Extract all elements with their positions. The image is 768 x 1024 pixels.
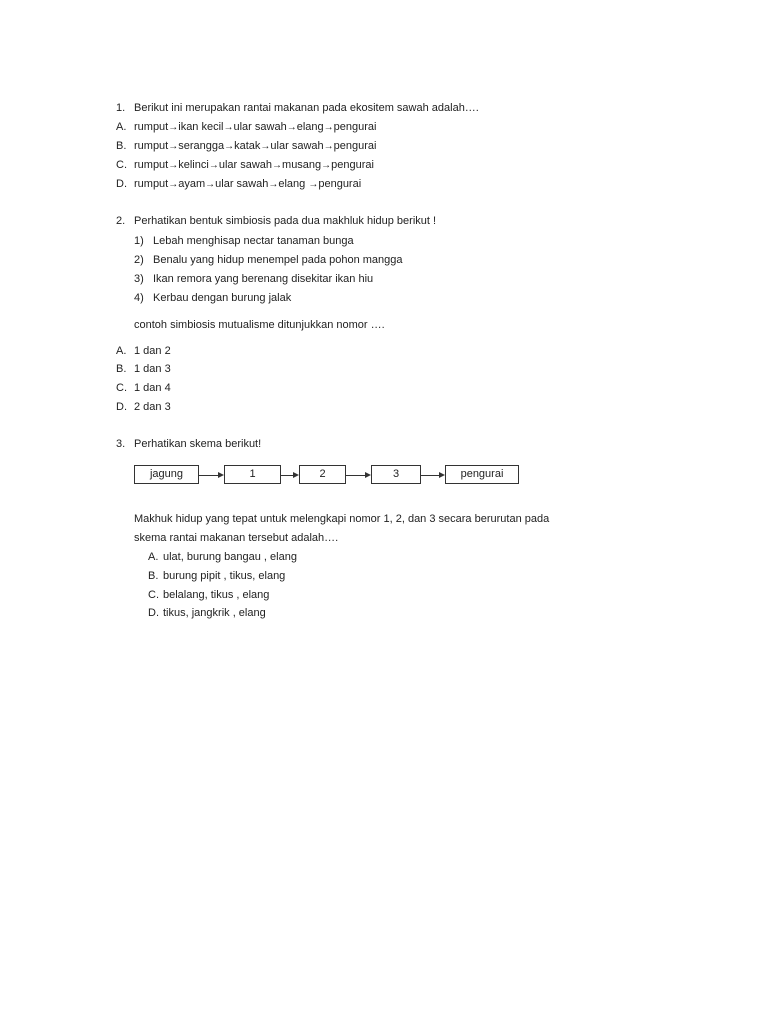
chain-organism: ular sawah bbox=[215, 178, 269, 190]
q1-option-letter: D. bbox=[116, 178, 127, 190]
q1-text: Berikut ini merupakan rantai makanan pada ekositem sawah adalah…. bbox=[134, 102, 479, 114]
q1-option-d-chain bbox=[134, 177, 361, 192]
q3-option-c: belalang, tikus , elang bbox=[163, 589, 270, 601]
arrow-right-icon: → bbox=[286, 122, 297, 133]
q2-option-a: 1 dan 2 bbox=[134, 345, 171, 357]
schema-box-2: 2 bbox=[299, 465, 346, 484]
q2-option-b: 1 dan 3 bbox=[134, 363, 171, 375]
q2-item-text: Kerbau dengan burung jalak bbox=[153, 292, 292, 304]
arrow-right-icon: → bbox=[208, 160, 219, 171]
chain-organism: ular sawah bbox=[233, 121, 287, 133]
schema-box-pengurai: pengurai bbox=[445, 465, 519, 484]
arrow-right-icon: → bbox=[205, 179, 216, 190]
chain-organism: pengurai bbox=[333, 121, 377, 133]
arrow-right-icon: → bbox=[168, 122, 179, 133]
q3-option-letter: D. bbox=[148, 607, 159, 619]
chain-organism: pengurai bbox=[318, 178, 362, 190]
arrow-right-icon: → bbox=[223, 122, 234, 133]
schema-connector bbox=[281, 475, 293, 476]
q2-option-c: 1 dan 4 bbox=[134, 382, 171, 394]
arrow-right-icon: → bbox=[308, 179, 319, 190]
q2-item-text: Benalu yang hidup menempel pada pohon mangga bbox=[153, 254, 403, 266]
q2-item-text: Lebah menghisap nectar tanaman bunga bbox=[153, 235, 354, 247]
q2-option-letter: B. bbox=[116, 363, 127, 375]
arrow-right-icon: → bbox=[321, 160, 332, 171]
arrow-right-icon: → bbox=[323, 122, 334, 133]
q3-number: 3. bbox=[116, 438, 126, 450]
q2-option-letter: C. bbox=[116, 382, 127, 394]
q2-item-number: 1) bbox=[134, 235, 144, 247]
q2-item-number: 4) bbox=[134, 292, 144, 304]
q2-option-letter: A. bbox=[116, 345, 127, 357]
q3-option-letter: A. bbox=[148, 551, 159, 563]
q1-option-c-chain bbox=[134, 158, 374, 173]
chain-organism: rumput bbox=[134, 121, 169, 133]
chain-organism: katak bbox=[234, 140, 261, 152]
schema-connector bbox=[346, 475, 365, 476]
q3-option-letter: B. bbox=[148, 570, 159, 582]
q3-text: Perhatikan skema berikut! bbox=[134, 438, 262, 450]
q2-text: Perhatikan bentuk simbiosis pada dua makhluk hidup berikut ! bbox=[134, 215, 437, 227]
chain-organism: musang bbox=[282, 159, 322, 171]
q2-question: contoh simbiosis mutualisme ditunjukkan nomor …. bbox=[134, 319, 385, 331]
chain-organism: pengurai bbox=[331, 159, 374, 171]
schema-box-jagung: jagung bbox=[134, 465, 199, 484]
q2-item-number: 3) bbox=[134, 273, 144, 285]
schema-connector bbox=[199, 475, 218, 476]
q2-item-text: Ikan remora yang berenang disekitar ikan hiu bbox=[153, 273, 374, 285]
chain-organism: ayam bbox=[178, 178, 206, 190]
q3-option-letter: C. bbox=[148, 589, 159, 601]
q2-number: 2. bbox=[116, 215, 126, 227]
chain-organism: rumput bbox=[134, 178, 169, 190]
q1-option-letter: C. bbox=[116, 159, 127, 171]
chain-organism: elang bbox=[296, 121, 324, 133]
q3-option-b: burung pipit , tikus, elang bbox=[163, 570, 286, 582]
q3-question-line1: Makhuk hidup yang tepat untuk melengkapi nomor 1, 2, dan 3 secara berurutan pada bbox=[134, 513, 550, 525]
q1-option-b-chain bbox=[134, 139, 376, 154]
q3-question-line2: skema rantai makanan tersebut adalah…. bbox=[134, 532, 339, 544]
arrow-right-icon: → bbox=[168, 141, 179, 152]
schema-box-3: 3 bbox=[371, 465, 421, 484]
schema-box-1: 1 bbox=[224, 465, 281, 484]
q2-option-letter: D. bbox=[116, 401, 127, 413]
q3-option-d: tikus, jangkrik , elang bbox=[163, 607, 266, 619]
chain-organism: serangga bbox=[178, 140, 225, 152]
arrow-right-icon: → bbox=[224, 141, 235, 152]
q2-item-number: 2) bbox=[134, 254, 144, 266]
chain-organism: elang bbox=[278, 178, 309, 190]
arrow-right-icon: → bbox=[272, 160, 283, 171]
chain-organism: rumput bbox=[134, 159, 169, 171]
chain-organism: ikan kecil bbox=[178, 121, 224, 133]
arrow-right-icon: → bbox=[268, 179, 279, 190]
chain-organism: ular sawah bbox=[270, 140, 324, 152]
arrow-right-icon: → bbox=[323, 141, 334, 152]
arrow-right-icon: → bbox=[168, 179, 179, 190]
q1-option-letter: A. bbox=[116, 121, 127, 133]
q2-option-d: 2 dan 3 bbox=[134, 401, 171, 413]
chain-organism: ular sawah bbox=[218, 159, 273, 171]
q1-option-a-chain bbox=[134, 120, 376, 135]
arrow-right-icon: → bbox=[168, 160, 179, 171]
chain-organism: pengurai bbox=[333, 140, 377, 152]
q3-option-a: ulat, burung bangau , elang bbox=[163, 551, 297, 563]
q1-number: 1. bbox=[116, 102, 126, 114]
chain-organism: kelinci bbox=[178, 159, 209, 171]
arrow-right-icon: → bbox=[260, 141, 271, 152]
schema-connector bbox=[421, 475, 439, 476]
q1-option-letter: B. bbox=[116, 140, 127, 152]
chain-organism: rumput bbox=[134, 140, 169, 152]
